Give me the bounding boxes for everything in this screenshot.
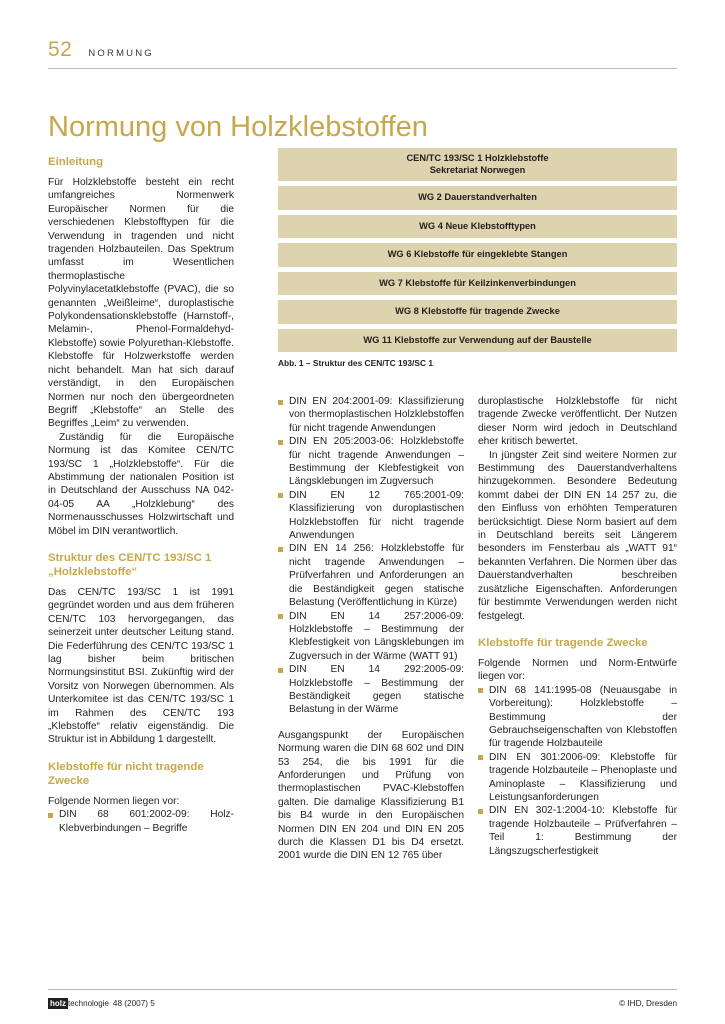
diagram-bar-wg6: WG 6 Klebstoffe für eingeklebte Stangen — [278, 243, 677, 267]
diagram-bar-header-line2: Sekretariat Norwegen — [429, 164, 526, 175]
diagram-bar-wg8: WG 8 Klebstoffe für tragende Zwecke — [278, 300, 677, 324]
col2-standards-list — [278, 395, 464, 717]
diagram-bar-header-line1: CEN/TC 193/SC 1 Holzklebstoffe — [406, 153, 549, 163]
column-one — [48, 155, 234, 835]
col2-spacer — [278, 717, 464, 729]
list-item: DIN 68 141:1995-08 (Neuausgabe in Vorbereitung): Holzklebstoffe – Bestimmung der Gebrauchseigenschaften von Klebstoffen für tragende Holzbauteile — [478, 684, 677, 751]
list-item: DIN EN 301:2006-09: Klebstoffe für tragende Holzbauteile – Phenoplaste und Aminoplaste – Klassifizierung und Leistungsanforderungen — [478, 751, 677, 805]
list-item: DIN EN 14 256: Holzklebstoffe für nicht tragende Anwendungen – Prüfverfahren und Anforderungen an die Beständigkeit gegen statische Belastung (Veröffentlichung in Kürze) — [278, 542, 464, 609]
col1-paragraph-2: Zuständig für die Europäische Normung ist das Komitee CEN/TC 193/SC 1 „Holzklebstoffe“. Für die Abstimmung der nationalen Position ist in Deutschland der Ausschuss NA 042-04-05 AA „Holzklebung“ des Normenausschusses Holzwirtschaft und Möbel im DIN verantwortlich. — [48, 431, 234, 537]
footer-divider — [48, 989, 677, 990]
journal-issue: 48 (2007) 5 — [112, 999, 155, 1008]
diagram-bar-wg7: WG 7 Klebstoffe für Keilzinkenverbindungen — [278, 272, 677, 296]
col3-standards-list — [478, 684, 677, 858]
diagram-bar-header — [278, 148, 677, 181]
col3-paragraph-1: duroplastische Holzklebstoffe für nicht tragende Zwecke veröffentlicht. Der Nutzen dieser Norm wird jedoch in Deutschland eher kritisch bewertet. — [478, 396, 677, 448]
diagram-bar-wg2: WG 2 Dauerstandverhalten — [278, 186, 677, 210]
list-item: DIN EN 302-1:2004-10: Klebstoffe für tragende Holzbauteile – Prüfverfahren – Teil 1: Bestimmung der Längszugscherfestigkeit — [478, 804, 677, 858]
footer-journal — [48, 999, 155, 1008]
structure-diagram — [278, 148, 677, 368]
heading-struktur: Struktur des CEN/TC 193/SC 1 „Holzklebstoffe“ — [48, 551, 212, 578]
heading-einleitung: Einleitung — [48, 156, 104, 168]
col1-paragraph-4: Folgende Normen liegen vor: — [48, 795, 180, 807]
col3-paragraph-2: In jüngster Zeit sind weitere Normen zur Bestimmung des Dauerstandverhaltens hinzugekommen. Besondere Bedeutung kommt dabei der DIN EN 14 257 zu, die den Einfluss von erhöhten Temperaturen berücksichtigt. Diese Norm basiert auf dem in Deutschland bereits seit Längerem besonders im Fensterbau als „WATT 91“ bekannten Verfahren. Die Normen über das Dauerstandverhalten beschreiben zusätzliche Eigenschaften. Anforderungen für bestimmte Verwendungen werden nicht festgelegt. — [478, 449, 677, 622]
footer-copyright: © IHD, Dresden — [619, 999, 677, 1008]
page-header — [48, 38, 677, 62]
diagram-bar-wg4: WG 4 Neue Klebstofftypen — [278, 215, 677, 239]
col1-paragraph-3: Das CEN/TC 193/SC 1 ist 1991 gegründet worden und aus dem früheren CEN/TC 103 hervorgegangen, das seinerzeit unter deutscher Leitung stand. Die Federführung des CEN/TC 193/SC 1 lag bisher beim britischen Normungsinstitut BSI. Zukünftig wird der Vorsitz von Norwegen übernommen. Als Unterkomitee ist das CEN/TC 193/SC 1 im Rahmen des CEN/TC 193 „Klebstoffe“ relativ eigenständig. Die Struktur ist in Abbildung 1 dargestellt. — [48, 586, 234, 746]
col1-paragraph-1: Für Holzklebstoffe besteht ein recht umfangreiches Normenwerk Europäischer Normen für die verschiedenen Klebstofftypen für die Verwendung in tragenden und nicht tragenden Holzbauteilen. Das Spektrum umfasst im Wesentlichen thermoplastische Polyvinylacetatklebstoffe (PVAC), die so genannten „Weißleime“, duroplastische Polykondensationsklebstoffe (Harnstoff-, Melamin-, Phenol-Formaldehyd-Klebstoffe) sowie Polyurethan-Klebstoffe. Klebstoffe für Holzwerkstoffe werden nicht behandelt. Man hat sich darauf verständigt, in den Europäischen Normen nur noch den übergeordneten Begriff „Klebstoffe“ an Stelle des Begriffes „Leim“ zu verwenden. — [48, 177, 234, 430]
col3-paragraph-3: Folgende Normen und Norm-Entwürfe liegen vor: — [478, 657, 677, 683]
list-item: DIN EN 204:2001-09: Klassifizierung von thermoplastischen Holzklebstoffen für nicht tragende Anwendungen — [278, 395, 464, 435]
col1-standards-list — [48, 808, 234, 835]
folio-number: 52 — [48, 38, 73, 61]
heading-nicht-tragende-zwecke: Klebstoffe für nicht tragende Zwecke — [48, 760, 204, 787]
list-item: DIN EN 12 765:2001-09: Klassifizierung von duroplastischen Holzklebstoffen für nicht tragende Anwendungen — [278, 489, 464, 543]
header-divider — [48, 68, 677, 69]
list-item: DIN EN 14 257:2006-09: Holzklebstoffe – Bestimmung der Klebfestigkeit von Längsklebungen im Zugversuch in der Wärme (WATT 91) — [278, 610, 464, 664]
page-footer — [48, 999, 677, 1008]
figure-caption: Abb. 1 – Struktur des CEN/TC 193/SC 1 — [278, 358, 433, 368]
journal-logo-holz: holz — [50, 999, 66, 1008]
diagram-bar-wg11: WG 11 Klebstoffe zur Verwendung auf der Baustelle — [278, 329, 677, 353]
column-two — [278, 395, 464, 863]
list-item: DIN 68 601:2002-09: Holz-Klebverbindungen – Begriffe — [48, 808, 234, 835]
heading-tragende-zwecke: Klebstoffe für tragende Zwecke — [478, 636, 648, 649]
running-head: NORMUNG — [88, 48, 154, 59]
page-title: Normung von Holzklebstoffen — [48, 111, 428, 144]
list-item: DIN EN 14 292:2005-09: Holzklebstoffe – Bestimmung der Beständigkeit gegen statische Belastung in der Wärme — [278, 663, 464, 717]
list-item: DIN EN 205:2003-06: Holzklebstoffe für nicht tragende Anwendungen – Bestimmung der Klebfestigkeit von Längsklebungen im Zugversuch — [278, 435, 464, 489]
column-three — [478, 395, 677, 858]
journal-logo-technologie: technologie — [68, 999, 109, 1008]
col2-paragraph-1: Ausgangspunkt der Europäischen Normung waren die DIN 68 602 und DIN 53 254, die bis 1991 für die Anforderungen und Prüfung von thermoplastischen PVAC-Klebstoffen galten. Die damalige Klassifizierung B1 bis B4 wurde in den Europäischen Normen DIN EN 204 und DIN EN 205 durch die Klassen D1 bis D4 ersetzt. 2001 wurde die DIN EN 12 765 über — [278, 729, 464, 862]
